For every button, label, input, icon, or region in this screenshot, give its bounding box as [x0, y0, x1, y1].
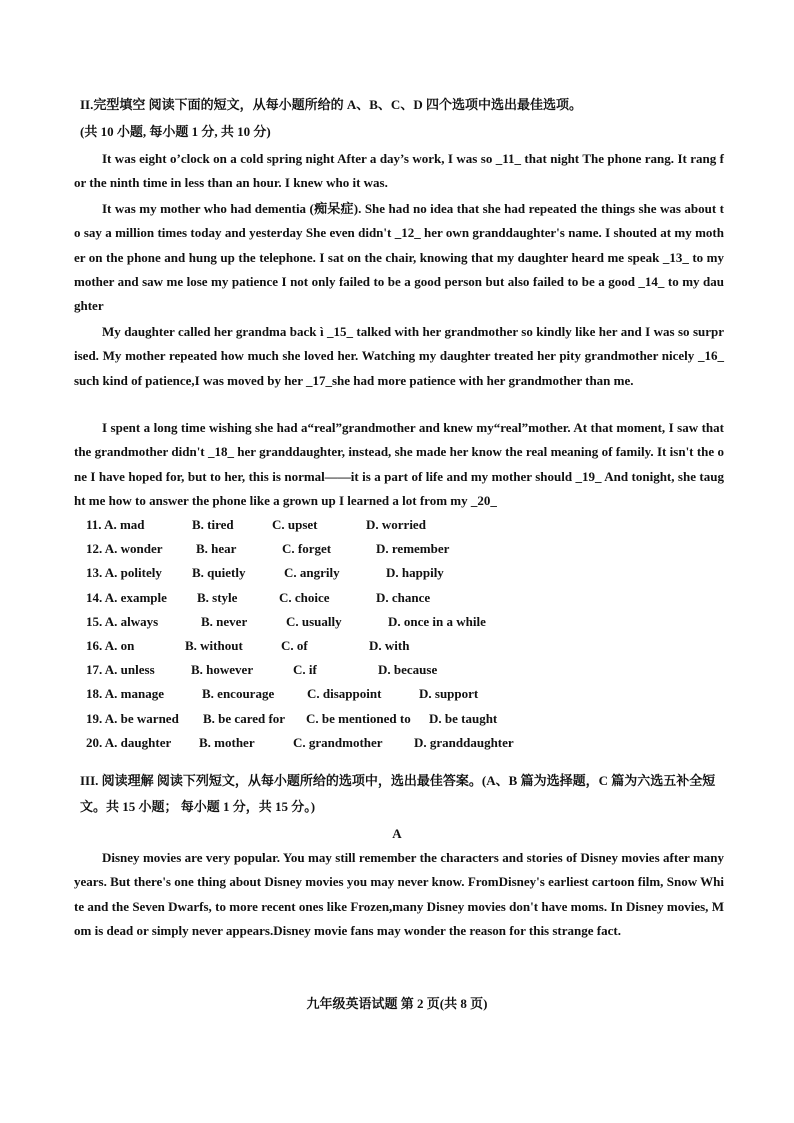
- option-c: C. be mentioned to: [306, 710, 411, 726]
- option-c: C. forget: [282, 541, 332, 557]
- option-c: C. if: [293, 662, 317, 678]
- option-c: C. disappoint: [307, 686, 382, 702]
- option-d: D. remember: [376, 541, 450, 557]
- option-d: D. with: [369, 637, 410, 653]
- passage-paragraph-4: I spent a long time wishing she had a“real”grandmother and knew my“real”mother. At that moment, I saw that the grandmother didn't _18_ her granddaughter, instead, she made her know the real meaning of family. It isn't the one I have hoped for, but to her, this is normal——it is a part of life and my mother should _19_ And tonight, she taught me how to answer the phone like a grown up I learned a lot from my _20_: [74, 420, 724, 508]
- option-row-19: [86, 707, 726, 731]
- option-c: C. angrily: [284, 565, 340, 581]
- option-c: C. grandmother: [293, 734, 383, 750]
- option-b: B. quietly: [192, 565, 246, 581]
- option-c: C. choice: [279, 589, 330, 605]
- option-b: B. without: [185, 637, 243, 653]
- option-b: B. style: [197, 589, 238, 605]
- passage-paragraph-2: It was my mother who had dementia (痴呆症). She had no idea that she had repeated the things she was about to say a million times today and yesterday She even didn't _12_ her own granddaughter's name. I shouted at my mother on the phone and hung up the telephone. I sat on the chair, knowing that my daughter heard me speak _13_ to my mother and saw me lose my patience I not only failed to be a good person but also failed to be a good _14_ to my daughter: [74, 201, 724, 314]
- option-c: C. upset: [272, 517, 318, 532]
- part-a-label: A: [392, 826, 402, 841]
- option-c: C. of: [281, 637, 308, 653]
- option-a: 19. A. be warned: [86, 710, 179, 726]
- option-a: 17. A. unless: [86, 662, 155, 678]
- section-3-title: III. 阅读理解 阅读下列短文，从每小题所给的选项中，选出最佳答案。(A、B 篇为选择题，C 篇为六选五补全短文。共 15 小题； 每小题 1 分，共 15 分。): [80, 773, 716, 814]
- option-b: B. be cared for: [203, 710, 286, 726]
- option-row-13: [86, 561, 726, 585]
- option-d: D. worried: [366, 517, 426, 532]
- section-2-scoring: (共 10 小题, 每小题 1 分, 共 10 分): [80, 124, 271, 139]
- options-list: [86, 513, 726, 755]
- option-d: D. support: [419, 686, 479, 702]
- option-d: D. once in a while: [388, 613, 486, 629]
- passage-paragraph-1: It was eight o’clock on a cold spring night After a day’s work, I was so _11_ that night The phone rang. It rang for the ninth time in less than an hour. I knew who it was.: [74, 151, 724, 191]
- option-a: 16. A. on: [86, 637, 135, 653]
- option-b: B. tired: [192, 517, 234, 532]
- option-b: B. however: [191, 662, 254, 678]
- option-a: 15. A. always: [86, 613, 159, 629]
- page-footer: 九年级英语试题 第 2 页(共 8 页): [306, 996, 488, 1011]
- option-a: 11. A. mad: [86, 517, 145, 532]
- option-row-12: [86, 537, 726, 561]
- option-a: 14. A. example: [86, 589, 167, 605]
- passage-paragraph-3: My daughter called her grandma back ì _15_ talked with her grandmother so kindly like her and I was so surprised. My mother repeated how much she loved her. Watching my daughter treated her pity grandmother nicely _16_ such kind of patience,I was moved by her _17_she had more patience with her grandmother than me.: [74, 324, 724, 388]
- option-b: B. hear: [196, 541, 237, 557]
- option-row-11: [86, 513, 726, 537]
- option-row-18: [86, 682, 726, 706]
- option-a: 12. A. wonder: [86, 541, 163, 557]
- option-d: D. chance: [376, 589, 431, 605]
- option-a: 20. A. daughter: [86, 734, 172, 750]
- option-row-14: [86, 586, 726, 610]
- option-b: B. never: [201, 613, 248, 629]
- option-d: D. be taught: [429, 710, 498, 726]
- option-row-16: [86, 634, 726, 658]
- option-a: 13. A. politely: [86, 565, 162, 581]
- option-b: B. mother: [199, 734, 255, 750]
- option-d: D. because: [378, 662, 438, 678]
- option-row-17: [86, 658, 726, 682]
- reading-passage-a: Disney movies are very popular. You may still remember the characters and stories of Disney movies after many years. But there's one thing about Disney movies you may never know. FromDisney's earliest cartoon film, Snow White and the Seven Dwarfs, to more recent ones like Frozen,many Disney movies don't have moms. In Disney movies, Mom is dead or simply never appears.Disney movie fans may wonder the reason for this strange fact.: [74, 850, 724, 938]
- option-d: D. granddaughter: [414, 734, 514, 750]
- option-row-20: [86, 731, 726, 755]
- option-b: B. encourage: [202, 686, 275, 702]
- option-row-15: [86, 610, 726, 634]
- option-d: D. happily: [386, 565, 444, 581]
- option-a: 18. A. manage: [86, 686, 164, 702]
- section-2-title: II.完型填空 阅读下面的短文，从每小题所给的 A、B、C、D 四个选项中选出最佳选项。: [80, 97, 582, 112]
- option-c: C. usually: [286, 613, 342, 629]
